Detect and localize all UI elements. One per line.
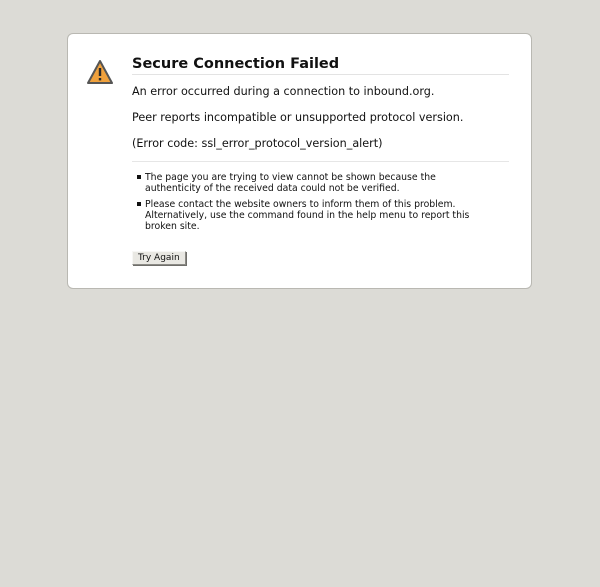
error-card xyxy=(67,33,532,289)
advice-text: The page you are trying to view cannot be shown because the authenticity of the received data could not be verified. xyxy=(145,172,436,194)
advice-list xyxy=(132,172,509,232)
advice-item xyxy=(132,199,485,232)
connection-message: An error occurred during a connection to inbound.org. xyxy=(132,85,435,98)
peer-message: Peer reports incompatible or unsupported protocol version. xyxy=(132,111,464,124)
bullet-icon xyxy=(137,202,141,206)
advice-item xyxy=(132,172,485,194)
advice-text: Please contact the website owners to inform them of this problem. Alternatively, use the command found in the help menu to report this broken site. xyxy=(145,199,470,232)
bullet-icon xyxy=(137,175,141,179)
warning-icon xyxy=(87,59,113,85)
try-again-button[interactable]: Try Again xyxy=(132,251,186,265)
error-code: (Error code: ssl_error_protocol_version_alert) xyxy=(132,137,383,150)
error-content xyxy=(132,56,509,237)
divider xyxy=(132,161,509,162)
error-title: Secure Connection Failed xyxy=(132,56,509,75)
